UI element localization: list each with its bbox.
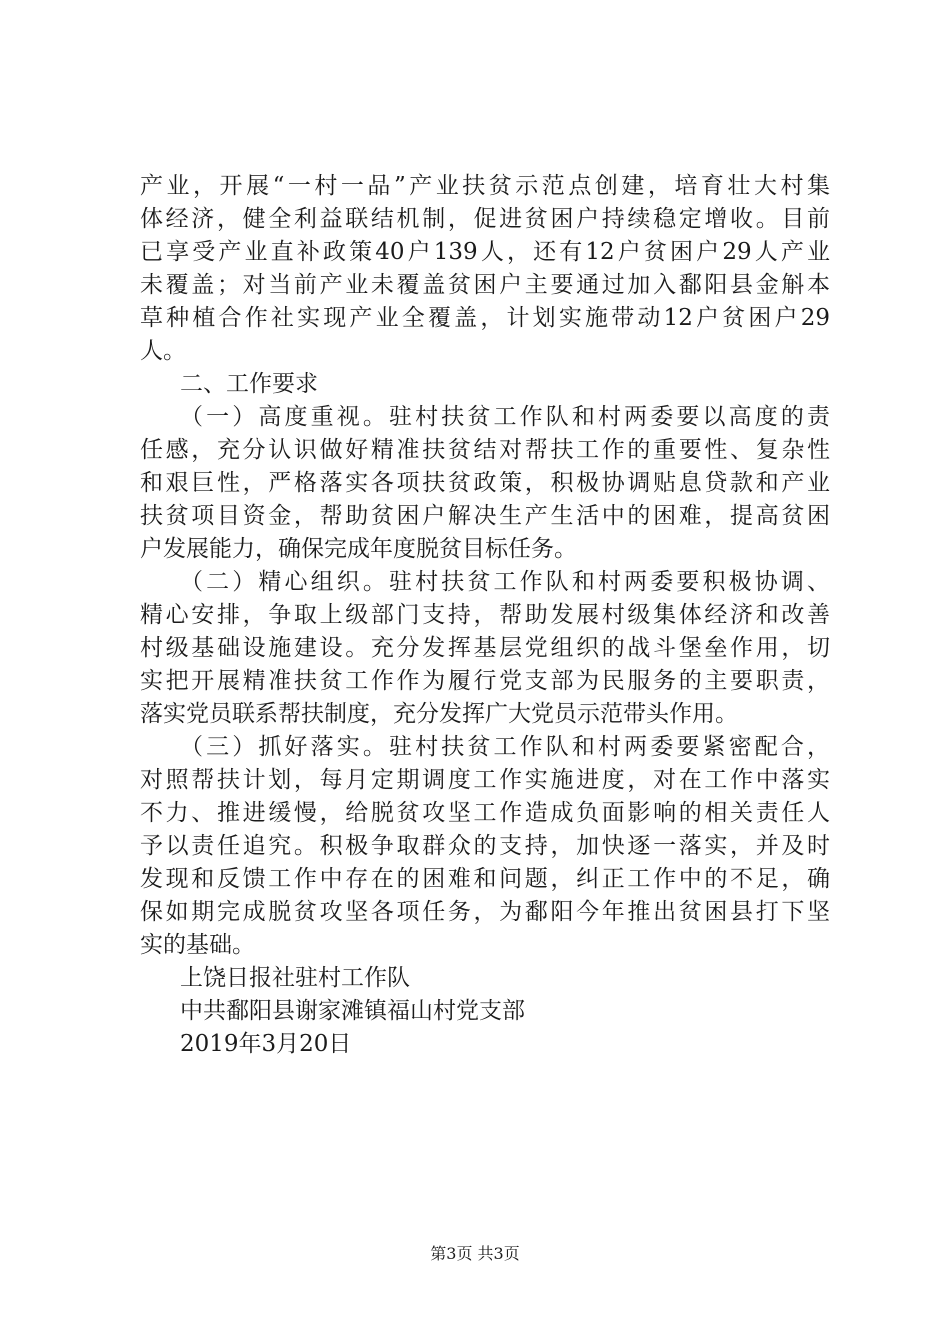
text-line: 产业，开展“一村一品”产业扶贫示范点创建，培育壮大村集 <box>140 173 830 199</box>
text-line: 草种植合作社实现产业全覆盖，计划实施带动12户贫困户29 <box>140 305 830 331</box>
text-line: 予以责任追究。积极争取群众的支持，加快逐一落实，并及时 <box>140 833 830 859</box>
text-line: 精心安排，争取上级部门支持，帮助发展村级集体经济和改善 <box>140 602 830 628</box>
document-body <box>140 170 830 1061</box>
text-line: 不力、推进缓慢，给脱贫攻坚工作造成负面影响的相关责任人 <box>140 800 830 826</box>
signature-organization: 中共鄱阳县谢家滩镇福山村党支部 <box>180 998 525 1024</box>
text-line: 发现和反馈工作中存在的困难和问题，纠正工作中的不足，确 <box>140 866 830 892</box>
page-number: 第3页 共3页 <box>430 1244 520 1263</box>
text-line: 未覆盖；对当前产业未覆盖贫困户主要通过加入鄱阳县金斛本 <box>140 272 830 298</box>
text-line: 实的基础。 <box>140 932 255 958</box>
text-line: 人。 <box>140 338 186 364</box>
paragraph-first-line: （一）高度重视。驻村扶贫工作队和村两委要以高度的责 <box>180 404 830 430</box>
text-line: 保如期完成脱贫攻坚各项任务，为鄱阳今年推出贫困县打下坚 <box>140 899 830 925</box>
text-line: 任感，充分认识做好精准扶贫结对帮扶工作的重要性、复杂性 <box>140 437 830 463</box>
signature-organization: 上饶日报社驻村工作队 <box>180 965 410 991</box>
paragraph-first-line: （二）精心组织。驻村扶贫工作队和村两委要积极协调、 <box>180 569 830 595</box>
text-line: 户发展能力，确保完成年度脱贫目标任务。 <box>140 536 577 562</box>
text-line: 落实党员联系帮扶制度，充分发挥广大党员示范带头作用。 <box>140 701 738 727</box>
page-footer <box>0 1244 950 1264</box>
text-line: 实把开展精准扶贫工作作为履行党支部为民服务的主要职责， <box>140 668 830 694</box>
text-line: 体经济，健全利益联结机制，促进贫困户持续稳定增收。目前 <box>140 206 830 232</box>
text-line: 扶贫项目资金，帮助贫困户解决生产生活中的困难，提高贫困 <box>140 503 830 529</box>
text-line: 对照帮扶计划，每月定期调度工作实施进度，对在工作中落实 <box>140 767 830 793</box>
text-line: 已享受产业直补政策40户139人，还有12户贫困户29人产业 <box>140 239 830 265</box>
text-line: 村级基础设施建设。充分发挥基层党组织的战斗堡垒作用，切 <box>140 635 830 661</box>
text-line: 和艰巨性，严格落实各项扶贫政策，积极协调贴息贷款和产业 <box>140 470 830 496</box>
signature-date: 2019年3月20日 <box>180 1031 352 1057</box>
section-heading: 二、工作要求 <box>180 371 318 397</box>
paragraph-first-line: （三）抓好落实。驻村扶贫工作队和村两委要紧密配合， <box>180 734 830 760</box>
